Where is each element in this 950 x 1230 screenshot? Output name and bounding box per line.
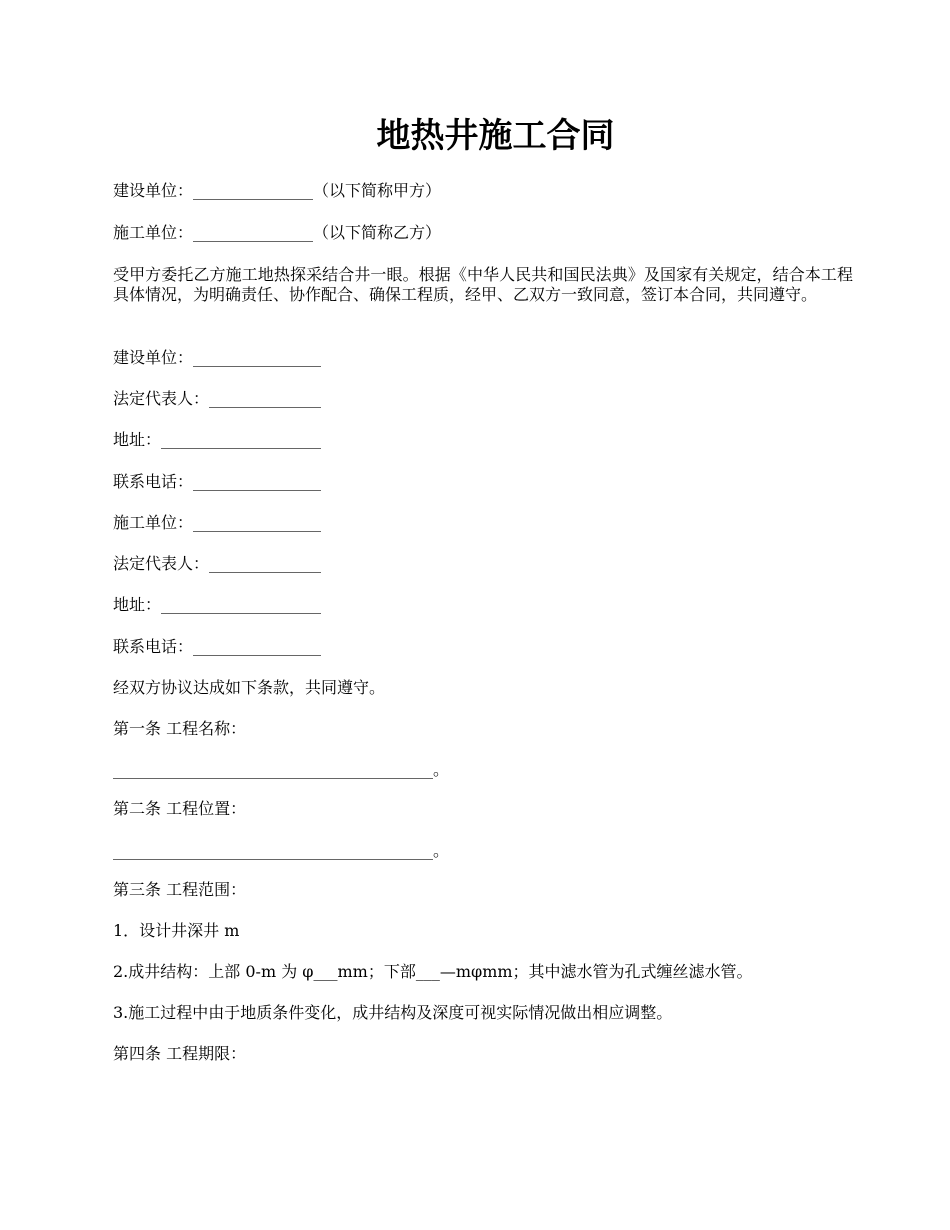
contractor-phone-field: 联系电话：________________ <box>113 637 322 656</box>
article-3-item-1: 1．设计井深井 m <box>113 921 240 940</box>
builder-unit-field: 建设单位：________________ <box>113 348 322 367</box>
contractor-address-field: 地址：____________________ <box>113 595 322 614</box>
article-3-item-3: 3.施工过程中由于地质条件变化，成井结构及深度可视实际情况做出相应调整。 <box>113 1003 673 1022</box>
article-2-blank: ________________________________________。 <box>113 841 450 860</box>
preamble-paragraph: 受甲方委托乙方施工地热探采结合井一眼。根据《中华人民共和国民法典》及国家有关规定，结合本工程具体情况，为明确责任、协作配合、确保工程质，经甲、乙双方一致同意，签订本合同，共同遵守。 <box>113 265 853 304</box>
article-1-heading: 第一条 工程名称： <box>113 719 247 738</box>
contractor-representative-field: 法定代表人：______________ <box>113 554 322 573</box>
builder-phone-field: 联系电话：________________ <box>113 472 322 491</box>
article-1-blank: ________________________________________。 <box>113 760 450 779</box>
document-title: 地热井施工合同 <box>376 116 615 156</box>
article-2-heading: 第二条 工程位置： <box>113 799 247 818</box>
article-4-heading: 第四条 工程期限： <box>113 1044 247 1063</box>
party-a-unit-line: 建设单位：_______________（以下简称甲方） <box>113 181 442 200</box>
builder-representative-field: 法定代表人：______________ <box>113 389 322 408</box>
agreement-intro: 经双方协议达成如下条款，共同遵守。 <box>113 678 386 697</box>
contractor-unit-field: 施工单位：________________ <box>113 513 322 532</box>
article-3-item-2: 2.成井结构：上部 0-m 为 φ___mm；下部___—mφmm；其中滤水管为孔式缠丝滤水管。 <box>113 962 753 981</box>
builder-address-field: 地址：____________________ <box>113 430 322 449</box>
party-b-unit-line: 施工单位：_______________（以下简称乙方） <box>113 223 442 242</box>
article-3-heading: 第三条 工程范围： <box>113 880 247 899</box>
